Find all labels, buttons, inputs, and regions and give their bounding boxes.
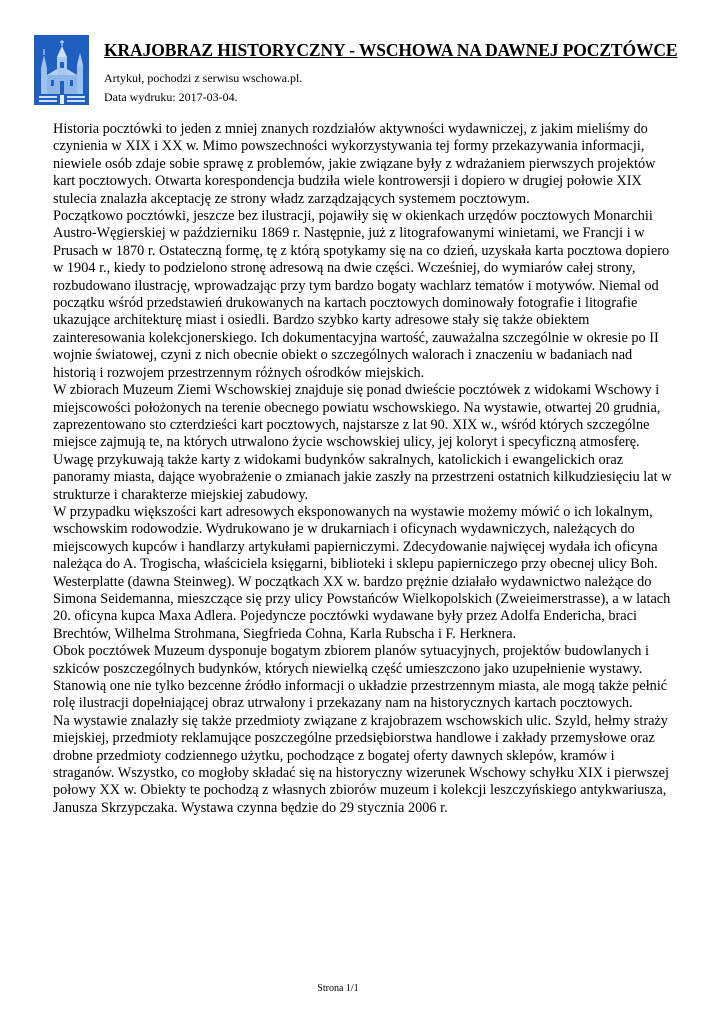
article-paragraph: W przypadku większości kart adresowych eksponowanych na wystawie możemy mówić o ich lokalnym, wschowskim rodowodzie. Wydrukowano je w drukarniach i oficynach wydawniczych, należących do miejscowych kupców i handlarzy artykułami papierniczymi. Zdecydowanie najwięcej wydała ich oficyna należąca do A. Trogischa, właściciela księgarni, biblioteki i sklepu papierniczego przy obecnej ulicy Boh. Westerplatte (dawna Steinweg). W początkach XX w. bardzo prężnie działało wydawnictwo należące do Simona Seidemanna, mieszczące się przy ulicy Powstańców Wielkopolskich (Zweieimerstrasse), a w latach 20. oficyna kupca Maxa Adlera. Pojedyncze pocztówki wydawane były przez Adolfa Endericha, braci Brechtów, Wilhelma Strohmana, Siegfrieda Cohna, Karla Rubscha i F. Herknera. <box>53 503 671 642</box>
print-date-line: Data wydruku: 2017-03-04. <box>104 90 238 104</box>
article-paragraph: Początkowo pocztówki, jeszcze bez ilustracji, pojawiły się w okienkach urzędów pocztowych Monarchii Austro-Węgierskiej w październiku 1869 r. Następnie, już z litografowanymi winietami, we Francji i w Prusach w 1870 r. Ostateczną formę, tę z którą spotykamy się na co dzień, uzyskała karta pocztowa dopiero w 1904 r., kiedy to podzielono stronę adresową na dwie części. Wcześniej, do wymiarów całej strony, rozbudowano ilustrację, wprowadzając przy tym bardzo bogaty wachlarz tematów i motywów. Niemal od początku wśród przedstawień drukowanych na kartach pocztowych dominowały fotografie i litografie ukazujące architekturę miast i osiedli. Bardzo szybko karty adresowe stały się także obiektem zainteresowania kolekcjonerskiego. Ich dokumentacyjna wartość, zauważalna szczególnie w okresie po II wojnie światowej, czyni z nich obecnie obiekt o szczególnych walorach i znaczeniu w badaniach nad historią i rozwojem przestrzennym różnych ośrodków miejskich. <box>53 208 670 381</box>
church-towers-logo-icon <box>34 35 89 105</box>
article-paragraph: W zbiorach Muzeum Ziemi Wschowskiej znajduje się ponad dwieście pocztówek z widokami Wschowy i miejscowości położonych na terenie obecnego powiatu wschowskiego. Na wystawie, otwartej 20 grudnia, zaprezentowano sto czterdzieści kart pocztowych, najstarsze z lat 90. XIX w., wśród których szczególne miejsce zajmują te, na których utrwalono życie wschowskiej ulicy, jej koloryt i specyficzną atmosferę. Uwagę przykuwają także karty z widokami budynków sakralnych, katolickich i ewangelickich oraz panoramy miasta, dające wyobrażenie o zmianach jakie zaszły na przestrzeni ostatnich kilkudziesięciu lat w strukturze i charakterze miejskiej zabudowy. <box>53 382 672 503</box>
article-body <box>53 121 678 817</box>
article-paragraph: Na wystawie znalazły się także przedmioty związane z krajobrazem wschowskich ulic. Szyld, hełmy straży miejskiej, przedmioty reklamujące poszczególne przedsiębiorstwa handlowe i zakłady przemysłowe oraz drobne przedmioty codziennego użytku, pochodzące z bogatej oferty dawnych sklepów, kramów i straganów. Wszystko, co mogłoby składać się na historyczny wizerunek Wschowy schyłku XIX i pierwszej połowy XX w. Obiekty te pochodzą z własnych zbiorów muzeum i kolekcji leszczyńskiego antykwariusza, Janusza Skrzypczaka. Wystawa czynna będzie do 29 stycznia 2006 r. <box>53 712 669 816</box>
article-paragraph: Obok pocztówek Muzeum dysponuje bogatym zbiorem planów sytuacyjnych, projektów budowlanych i szkiców poszczególnych budynków, których niewielką część umieszczono jako uzupełnienie wystawy. Stanowią one nie tylko bezcenne źródło informacji o układzie przestrzennym miasta, ale mogą także pełnić rolę ilustracji dopełniającej obraz utrwalony i przekazany nam na historycznych kartach pocztowych. <box>53 643 668 712</box>
article-meta <box>104 69 302 107</box>
page-number: Strona 1/1 <box>317 983 359 994</box>
article-paragraph: Historia pocztówki to jeden z mniej znanych rozdziałów aktywności wydawniczej, z jakim mieliśmy do czynienia w XIX i XX w. Mimo powszechności wykorzystywania tej formy przekazywania informacji, niewiele osób zdaje sobie sprawę z problemów, jakie związane były z wdrażaniem pierwszych projektów kart pocztowych. Otwarta korespondencja budziła wiele kontrowersji i dopiero w drugiej połowie XIX stulecia znalazła akceptację ze strony władz zarządzających systemem pocztowym. <box>53 121 656 207</box>
article-title: KRAJOBRAZ HISTORYCZNY - WSCHOWA NA DAWNEJ POCZTÓWCE <box>104 40 678 60</box>
site-logo <box>34 35 89 105</box>
source-line: Artykuł, pochodzi z serwisu wschowa.pl. <box>104 71 303 85</box>
